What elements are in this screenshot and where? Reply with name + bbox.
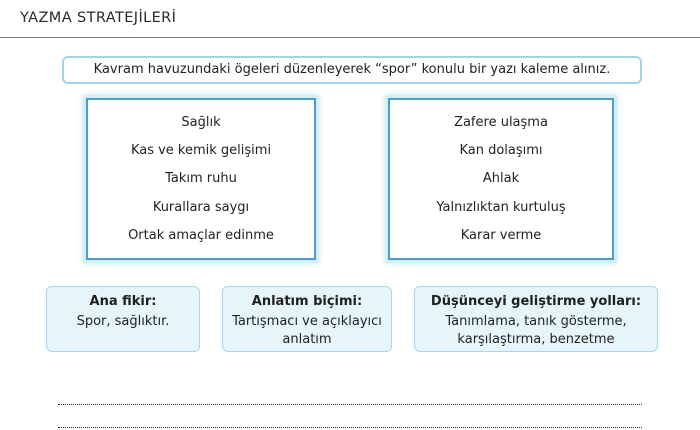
concept-item: Zafere ulaşma <box>454 114 548 130</box>
page-title: YAZMA STRATEJİLERİ <box>20 10 177 26</box>
writing-line[interactable] <box>58 404 642 405</box>
concept-item: Ortak amaçlar edinme <box>128 228 274 244</box>
concept-item: Yalnızlıktan kurtuluş <box>436 199 566 215</box>
methods-card <box>414 286 658 352</box>
instruction-box: Kavram havuzundaki ögeleri düzenleyerek “spor” konulu bir yazı kaleme alınız. <box>62 56 642 84</box>
page-header <box>0 0 700 38</box>
main-idea-label: Ana fikir: <box>89 294 157 309</box>
concept-item: Kan dolaşımı <box>459 143 543 159</box>
concept-item: Kurallara saygı <box>152 199 250 215</box>
concept-item: Takım ruhu <box>165 171 237 187</box>
style-value: Tartışmacı ve açıklayıcı anlatım <box>232 314 382 347</box>
style-label: Anlatım biçimi: <box>251 294 363 309</box>
concept-item: Ahlak <box>482 171 520 187</box>
concept-pool-left <box>86 98 316 260</box>
main-idea-card <box>46 286 200 352</box>
concept-item: Kas ve kemik gelişimi <box>130 143 272 159</box>
concept-pool-right <box>388 98 614 260</box>
main-idea-value: Spor, sağlıktır. <box>76 314 170 329</box>
methods-label: Düşünceyi geliştirme yolları: <box>430 294 642 309</box>
writing-line[interactable] <box>58 427 642 428</box>
style-card <box>222 286 392 352</box>
concept-item: Sağlık <box>181 114 221 130</box>
concept-item: Karar verme <box>460 228 542 244</box>
methods-value: Tanımlama, tanık gösterme, karşılaştırma, benzetme <box>445 314 627 347</box>
